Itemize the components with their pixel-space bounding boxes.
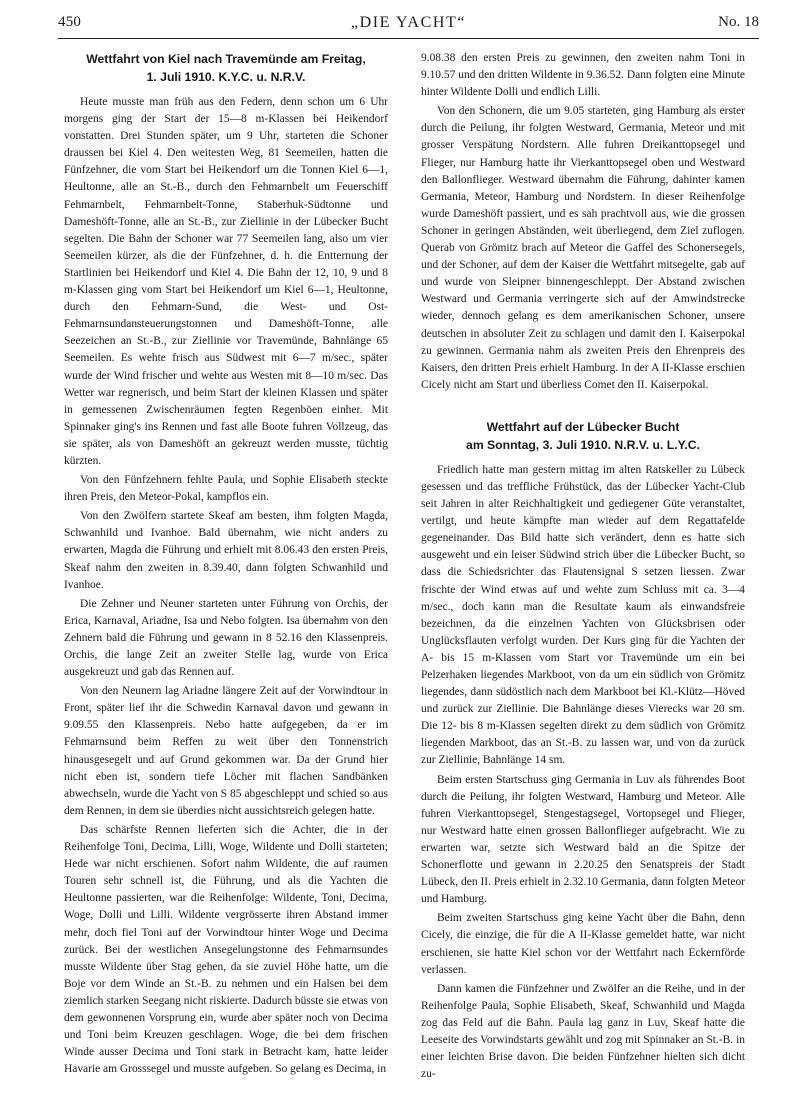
article-1-continuation: 9.08.38 den ersten Preis zu gewinnen, den zweiten nahm Toni in 9.10.57 und den dritten Wildente in 9.36.52. Dann folgten eine Minute hinter Wildente Dolli und endlich Lilli. (421, 52, 745, 99)
right-column (421, 50, 745, 1083)
article-spacer (421, 394, 745, 418)
page-header (58, 14, 759, 40)
article-1-paragraph: Heute musste man früh aus den Federn, denn schon um 6 Uhr morgens ging der Start der 15—8 m-Klassen bei Heikendorf vonstatten. Drei Stunden später, um 9 Uhr, starteten die Schoner draussen bei Kiel 4. Den weitesten Weg, 81 Seemeilen, hatten die Fünfzehner, die vom Start bei Heikendorf um die Tonnen Kiel 6—1, Heultonne, alle an St.-B., durch den Fehmarnbelt um Feuerschiff Fehmarnbelt, Fehmarnbelt-Tonne, Staberhuk-Südtonne und Dameshöft-Tonne, alle an St.-B., zur Ziellinie in der Lübecker Bucht segelten. Die Bahn der Schoner war 77 Seemeilen lang, also um vier Seemeilen kürzer, als die der Fünfzehner, d. h. die Entternung der Startlinien bei Heikendorf und Kiel 4. Die Bahn der 12, 10, 9 und 8 m-Klassen ging vom Start bei Heikendorf um Kiel 6—1, Heultonne, durch den Fehmarn-Sund, die West- und Ost-Fehmarnsundansteuerungstonnen und Dameshöft-Tonne, alle Seezeichen an St.-B., zur Ziellinie vor Travemünde, Bahnlänge 65 Seemeilen. Es wehte frisch aus Südwest mit 6—7 m/sec., später wurde der Wind frischer und wehte aus Westen mit 8—10 m/sec. Das Wetter war regnerisch, und beim Start der kleinen Klassen und später in gemessenen Zwischenräumen fegten Regenböen einher. Mit Spinnaker ging's ins Rennen und fast alle Boote fuhren Vollzeug, das sie später, als von Dameshöft an gekreuzt werden musste, tüchtig kürzten. (64, 96, 388, 467)
article-1-paragraph: Das schärfste Rennen lieferten sich die Achter, die in der Reihenfolge Toni, Decima, Lilli, Woge, Wildente und Dolli starteten; Hede war nicht erschienen. Sofort nahm Wildente, die auf raumen Touren sehr schnell ist, die Führung, und als die Yachten die Heultonne passierten, war die Reihenfolge: Wildente, Toni, Decima, Woge, Dolli und Lilli. Wildente vergrösserte ihren Abstand immer mehr, doch fiel Toni auf der Vorwindtour hinter Woge und Decima zurück. Bei der westlichen Ansegelungstonne des Fehmarnsundes musste Wildente über Stag gehen, da sie zuviel Höhe hatte, um die Boje vor dem Winde an St.-B. zu nehmen und ein Halsen bei dem ziemlich starken Seegang nicht riskierte. Dadurch büsste sie etwas von dem gewonnenen Vorsprung ein, wurde aber später noch von Decima und Toni beim Kreuzen geschlagen. Woge, die bei dem frischen Winde ausser Decima und Toni stark in Betracht kam, hatte leider Havarie am Grosssegel und musste aufgeben. So gelang es Decima, in (64, 823, 388, 1076)
article-1-paragraph: Die Zehner und Neuner starteten unter Führung von Orchis, der Erica, Karnaval, Ariadne, Isa und Nebo folgten. Isa übernahm von den Zehnern bald die Führung und gewann in 8 52.16 den Klassenpreis. Orchis, die lange Zeit an zweiter Stelle lag, wurde von Erica ausgekreuzt und gab das Rennen auf. (64, 597, 388, 679)
article-2-headline-line-2: am Sonntag, 3. Juli 1910. N.R.V. u. L.Y.C. (466, 437, 700, 452)
article-2-paragraph: Beim zweiten Startschuss ging keine Yacht über die Bahn, denn Cicely, die einzige, die für die A II-Klasse gemeldet hatte, war nicht erschienen, sie hatte Kiel schon vor der Wettfahrt nach Eckernförde verlassen. (421, 912, 745, 976)
left-column (64, 50, 388, 1078)
article-2-paragraph: Friedlich hatte man gestern mittag im alten Ratskeller zu Lübeck gesessen und das treffliche Frühstück, das der Lübecker Yacht-Club seit Jahren in alter Reichhaltigkeit und gediegener Güte veranstaltet, vertilgt, und heute kämpfte man wieder auf dem Regattafelde gegeneinander. Das Bild hatte sich verändert, denn es hatte sich ausgeweht und ein leiser Südwind strich über die Lübecker Bucht, so dass die Schiedsrichter das Flautensignal S setzen liessen. Zwar frischte der Wind etwas auf und wehte zum Schluss mit ca. 3—4 m/sec., doch kann man die Resultate kaum als einwandsfreie bezeichnen, da die einzelnen Yachten von Glücksbrisen oder Unglücksflauten verfolgt wurden. Der Kurs ging für die Yachten der A- bis 15 m-Klassen vom Start vor Travemünde um ein bei Pelzerhaken liegendes Markboot, von da um ein südlich von Grömitz liegendes, dann südöstlich nach dem Markboot bei Kl.-Klütz—Höved und zurück zur Ziellinie. Die Bahnlänge dieses Vierecks war 20 sm. Die 12- bis 8 m-Klassen segelten direkt zu dem südlich von Grömitz liegenden Markboot, das an St.-B. zu lassen war, und von da zurück zur Ziellinie, Bahnlänge 14 sm. (421, 463, 745, 767)
article-2-headline-line-1: Wettfahrt auf der Lübecker Bucht (486, 419, 680, 434)
article-1-headline (64, 50, 388, 86)
article-1-headline-line-2: 1. Juli 1910. K.Y.C. u. N.R.V. (146, 70, 306, 84)
issue-number: No. 18 (718, 14, 759, 30)
journal-title: „DIE YACHT“ (350, 14, 467, 31)
article-1-headline-line-1: Wettfahrt von Kiel nach Travemünde am Freitag, (86, 52, 366, 66)
article-2-paragraph: Beim ersten Startschuss ging Germania in Luv als führendes Boot durch die Peilung, ihr folgten Westward, Hamburg und Meteor. Alle fuhren Vierkanttopsegel, Stengestagsegel, Vortopsegel und Flieger, nur Westward hatte einen grossen Ballonflieger aufgebracht. Wie zu erwarten war, setzte sich Westward bald an die Spitze der Schonerflotte und gewann in 2.20.25 den Senatspreis der Stadt Lübeck, den II. Preis erhielt in 2.32.10 Germania, dann folgten Meteor und Hamburg. (421, 773, 745, 906)
article-1-paragraph: Von den Fünfzehnern fehlte Paula, und Sophie Elisabeth steckte ihren Preis, den Meteor-Pokal, kampflos ein. (64, 474, 388, 504)
article-2-paragraph: Dann kamen die Fünfzehner und Zwölfer an die Reihe, und in der Reihenfolge Paula, Sophie Elisabeth, Skeaf, Schwanhild und Magda zog das Feld auf die Bahn. Paula lag ganz in Luv, Skeaf hatte die Leeseite des Vorwindstarts gewählt und zog mit Spinnaker an St.-B. in einer leichten Brise davon. Die beiden Fünfzehner hielten sich dicht zu- (421, 982, 745, 1081)
article-1-paragraph: Von den Zwölfern startete Skeaf am besten, ihm folgten Magda, Schwanhild und Ivanhoe. Bald übernahm, wie nicht anders zu erwarten, Magda die Führung und erhielt mit 8.06.43 den ersten Preis, Skeaf nahm den zweiten in 8.39.40, dann folgten Schwanhild und Ivanhoe. (64, 510, 388, 591)
page-number: 450 (58, 14, 82, 30)
article-2-headline (421, 418, 745, 454)
header-rule (58, 38, 759, 39)
article-1-paragraph: Von den Schonern, die um 9.05 starteten, ging Hamburg als erster durch die Peilung, ihr folgten Westward, Germania, Meteor und mit grosser Verspätung Nordstern. Alle fuhren Dreikanttopsegel und Flieger, nur Hamburg hatte ihr Vierkanttopsegel oben und Westward den Ballonflieger. Westward übernahm die Führung, dahinter kamen Germania, Meteor, Hamburg und Nordstern. In dieser Reihenfolge wurde Dameshöft passiert, und es sah prachtvoll aus, wie die grossen Schoner in geringen Abständen, weit überliegend, dem Ziel zuflogen. Querab von Grömitz brach auf Meteor die Gaffel des Schonersegels, und der Schoner, auf dem der Kaiser die Wettfahrt mitsegelte, gab auf und wurde von Sleipner binnengeschleppt. Der Abstand zwischen Westward und Germania verringerte sich auf der Amwindstrecke wieder, dennoch gelang es dem amerikanischen Schoner, unsere deutschen in absoluter Zeit zu schlagen und damit den I. Kaiserpokal zu gewinnen. Germania nahm als zweiten Preis den Ehrenpreis des Kaisers, den dritten Preis erhielt Hamburg. In der A II-Klasse erschien Cicely nicht am Start und überliess Comet den II. Kaiserpokal. (421, 105, 745, 391)
article-1-paragraph: Von den Neunern lag Ariadne längere Zeit auf der Vorwindtour in Front, später lief ihr die Schwedin Karnaval davon und gewann in 9.09.55 den Klassenpreis. Nebo hatte aufgegeben, da er im Fehmarnsund beim Reffen zu weit über den Tonnenstrich hinausgesegelt und auf Grund gekommen war. Da der Grund hier nicht eben ist, sondern tiefe Löcher mit flachen Sandbänken abwechseln, wurde die Yacht von S 85 abgeschleppt und schied so aus dem Rennen, in dem sie überdies nicht aussichtsreich gelegen hatte. (64, 685, 388, 817)
